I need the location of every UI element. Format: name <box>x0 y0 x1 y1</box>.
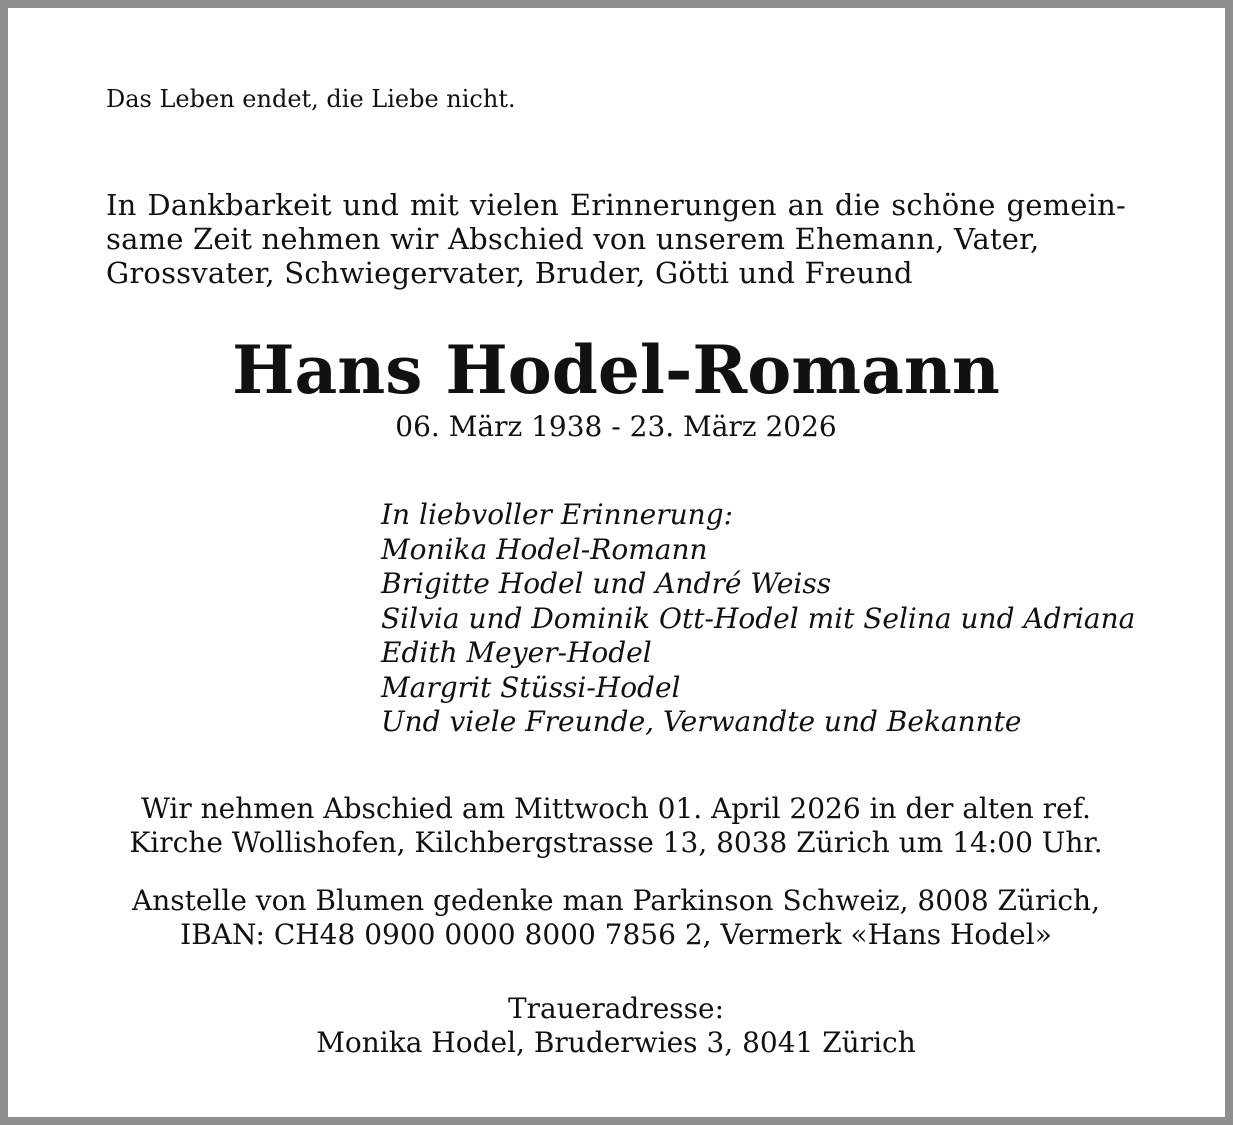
mourner-name: Brigitte Hodel und André Weiss <box>381 567 832 600</box>
mourners-heading: In liebvoller Erinnerung: <box>381 498 734 531</box>
mourner-name: Und viele Freunde, Verwandte und Bekannte <box>381 705 1022 738</box>
life-dates: 06. März 1938 - 23. März 2026 <box>395 410 837 443</box>
mourner-name: Edith Meyer-Hodel <box>381 636 652 669</box>
deceased-name: Hans Hodel-Romann <box>232 331 1000 409</box>
mourning-address <box>106 992 1126 1060</box>
ceremony-info <box>106 792 1126 860</box>
intro-line-3: Grossvater, Schwiegervater, Bruder, Götti und Freund <box>106 256 913 290</box>
ceremony-line-1: Wir nehmen Abschied am Mittwoch 01. April 2026 in der alten ref. <box>141 792 1091 825</box>
mourners-list <box>381 498 1135 740</box>
obituary-card <box>8 8 1225 1117</box>
intro-line-2: same Zeit nehmen wir Abschied von unserem Ehemann, Vater, <box>106 222 1040 256</box>
mourner-name: Monika Hodel-Romann <box>381 532 708 566</box>
motto: Das Leben endet, die Liebe nicht. <box>106 85 516 113</box>
intro-line-1: In Dankbarkeit und mit vielen Erinnerungen an die schöne gemein- <box>106 188 1126 222</box>
donation-info <box>106 884 1126 952</box>
donation-line-1: Anstelle von Blumen gedenke man Parkinson Schweiz, 8008 Zürich, <box>131 884 1100 917</box>
mourner-name: Silvia und Dominik Ott-Hodel mit Selina und Adriana <box>381 601 1136 635</box>
ceremony-line-2: Kirche Wollishofen, Kilchbergstrasse 13, 8038 Zürich um 14:00 Uhr. <box>129 826 1103 859</box>
address-value: Monika Hodel, Bruderwies 3, 8041 Zürich <box>316 1026 916 1059</box>
intro-text <box>106 188 1126 290</box>
mourner-name: Margrit Stüssi-Hodel <box>381 670 681 704</box>
donation-line-2: IBAN: CH48 0900 0000 8000 7856 2, Vermerk «Hans Hodel» <box>180 918 1052 951</box>
address-label: Traueradresse: <box>507 992 725 1025</box>
